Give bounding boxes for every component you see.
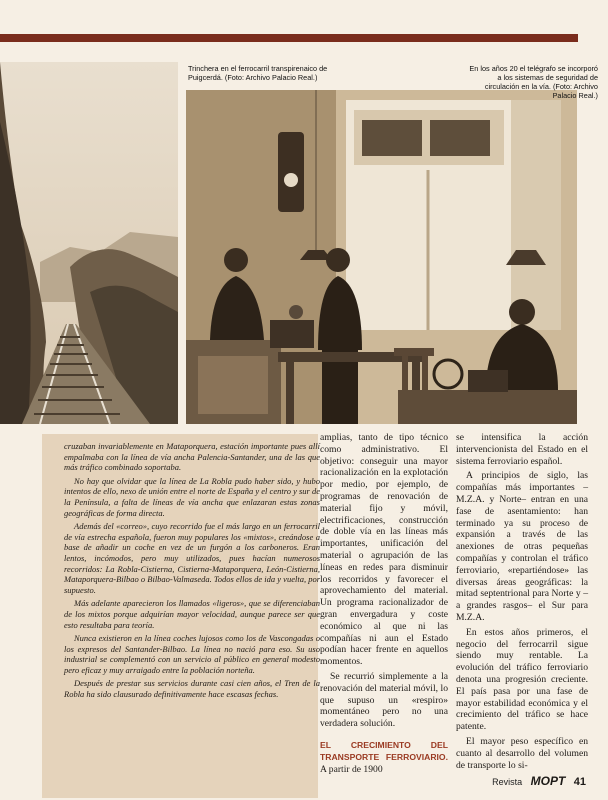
subhead-lead-text: A partir de 1900 bbox=[320, 763, 383, 775]
sidebar-paragraph: Nunca existieron en la línea coches lujosos como los de Vascongadas o los expresos del Santander-Bilbao. La línea no nació para eso. Su uso industrial se complementó con un servicio al público en general modesto pero eficaz y muy arraigado entre la población norteña. bbox=[64, 633, 320, 675]
footer-brand: MOPT bbox=[530, 774, 566, 788]
sidebar-paragraph: Más adelante aparecieron los llamados «ligeros», que se diferenciaban de los mixtos porque adquirían mayor velocidad, aunque parece ser que esto resultaba para teoría. bbox=[64, 598, 320, 630]
body-paragraph: En estos años primeros, el negocio del ferrocarril sigue siendo muy rentable. La evolución del tráfico ferroviario denota una progresión creciente. El país pasa por una fase de mayor estabilidad económica y el crecimiento del tráfico se hace patente. bbox=[456, 626, 588, 733]
caption-left: Trinchera en el ferrocarril transpirenaico de Puigcerdá. (Foto: Archivo Palacio Real.) bbox=[188, 64, 328, 82]
sidebar-paragraph: cruzaban invariablemente en Mataporquera, estación importante pues allí empalmaba con la línea de vía ancha Palencia-Santander, una de las que más tráfico combinado soportaba. bbox=[64, 441, 320, 473]
caption-right: En los años 20 el telégrafo se incorporó a los sistemas de seguridad de circulación en la vía. (Foto: Archivo Palacio Real.) bbox=[469, 64, 598, 100]
body-paragraph: se intensifica la acción intervencionista del Estado en el sistema ferroviario español. bbox=[456, 432, 588, 467]
article-column-middle bbox=[320, 432, 448, 778]
footer-label: Revista bbox=[492, 777, 523, 787]
sidebar-box bbox=[42, 434, 321, 798]
photo-railway-cutting bbox=[0, 62, 178, 424]
article-column-right bbox=[456, 432, 588, 774]
page-number: 41 bbox=[573, 776, 586, 788]
page-footer bbox=[492, 772, 586, 790]
section-subhead-paragraph bbox=[320, 740, 448, 775]
sidebar-paragraph: Después de prestar sus servicios durante casi cien años, el Tren de la Robla ha sido clausurado definitivamente hace escasas fechas. bbox=[64, 678, 320, 700]
body-paragraph: El mayor peso específico en cuanto al desarrollo del volumen de transporte lo si- bbox=[456, 735, 588, 771]
section-subhead: EL CRECIMIENTO DEL TRANSPORTE FERROVIARIO. bbox=[320, 739, 448, 762]
sidebar-paragraph: No hay que olvidar que la línea de La Robla pudo haber sido, y hubo intentos de ello, nexo de unión entre el norte de España y el centro y sur de la Península, a falta de líneas de vía ancha que enlazaran estas zonas geográficas de forma directa. bbox=[64, 475, 320, 518]
body-paragraph: A principios de siglo, las compañías más importantes –M.Z.A. y Norte– entran en una fase de asentamiento: han terminado ya su proceso de expansión a través de las anexiones de otras pequeñas compañías y controlan el tráfico ferroviario, «repartiéndose» las diversas áreas geográficas: la mitad septentrional para Norte y –a grandes rasgos– el Sur para M.Z.A. bbox=[456, 470, 588, 623]
sidebar-paragraph: Además del «correo», cuyo recorrido fue el más largo en un ferrocarril de vía estrecha española, fueron muy populares los «mixtos», creándose a base de añadir un coche en vez de un furgón a los carboneros. Eran lentos, incómodos, pero muy utilizados, pues hacían numerosos recorridos: La Robla-Cistierna, Cistierna-Mataporquera, León-Cistierna, Mataporquera-Bilbao o Bilbao-Valmaseda. Todos ellos de ida y vuelta, por supuesto. bbox=[64, 521, 321, 595]
photo-telegraph-office bbox=[186, 90, 577, 424]
body-paragraph: amplias, tanto de tipo técnico como administrativo. El objetivo: conseguir una mayor racionalización en la explotación por medio, por ejemplo, de programas de renovación de material fijo y móvil, electrificaciones, construcción de doble vía en las líneas más importantes, unificación del material o agrupación de las líneas en redes para disminuir los recorridos y favorecer el aprovechamiento del material. Un programa racionalizador de gran envergadura y coste económico al que ni las compañías ni aun el Estado podían hacer frente en aquellos momentos. bbox=[320, 432, 448, 668]
top-color-bar bbox=[0, 34, 578, 42]
body-paragraph: Se recurrió simplemente a la renovación del material móvil, lo que supuso un «respiro» momentáneo pero no una verdadera solución. bbox=[320, 670, 448, 730]
